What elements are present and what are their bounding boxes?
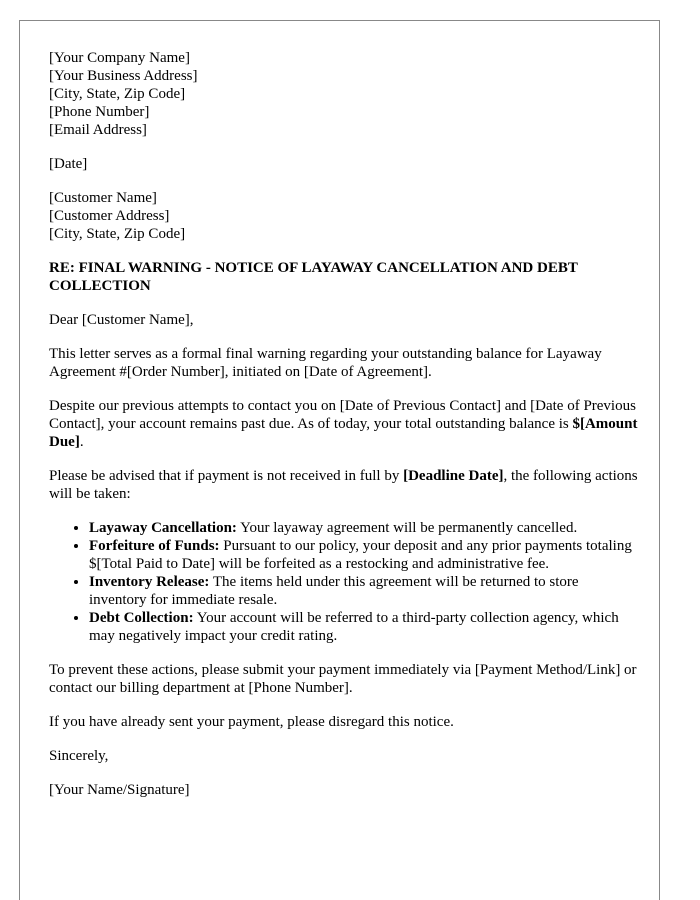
signature: [Your Name/Signature]: [49, 782, 190, 798]
recipient-address: [Customer Address]: [49, 208, 170, 224]
sender-company: [Your Company Name]: [49, 50, 190, 66]
paragraph-disregard: If you have already sent your payment, please disregard this notice.: [49, 714, 454, 730]
sender-block: [49, 49, 639, 139]
actions-list: [49, 519, 639, 645]
action-text: Pursuant to our policy, your deposit and any prior payments totaling $[Total Paid to Date] will be forfeited as a restocking and administrative fee.: [89, 538, 632, 572]
paragraph-deadline: [49, 467, 639, 503]
paragraph-prevent: To prevent these actions, please submit your payment immediately via [Payment Method/Link] or contact our billing department at [Phone Number].: [49, 662, 637, 696]
list-item: [89, 609, 639, 645]
subject-line: RE: FINAL WARNING - NOTICE OF LAYAWAY CANCELLATION AND DEBT COLLECTION: [49, 260, 578, 294]
paragraph-intro: This letter serves as a formal final warning regarding your outstanding balance for Layaway Agreement #[Order Number], initiated on [Date of Agreement].: [49, 346, 602, 380]
balance-text: Despite our previous attempts to contact you on [Date of Previous Contact] and [Date of Previous Contact], your account remains past due. As of today, your total outstanding balance is: [49, 398, 636, 432]
action-text: The items held under this agreement will be returned to store inventory for immediate resale.: [89, 574, 579, 608]
closing: Sincerely,: [49, 748, 109, 764]
letter-date: [Date]: [49, 156, 88, 172]
recipient-block: [49, 189, 639, 243]
deadline-date: [Deadline Date]: [403, 468, 504, 484]
paragraph-balance: [49, 397, 639, 451]
list-item: [89, 519, 639, 537]
list-item: [89, 537, 639, 573]
action-title: Forfeiture of Funds:: [89, 538, 220, 554]
action-title: Debt Collection:: [89, 610, 194, 626]
date-block: [49, 155, 639, 173]
sender-phone: [Phone Number]: [49, 104, 150, 120]
action-text: Your account will be referred to a third-party collection agency, which may negatively impact your credit rating.: [89, 610, 619, 644]
action-title: Layaway Cancellation:: [89, 520, 237, 536]
amount-due: $[Amount Due]: [49, 416, 638, 450]
sender-address: [Your Business Address]: [49, 68, 198, 84]
recipient-city: [City, State, Zip Code]: [49, 226, 186, 242]
deadline-end: , the following actions will be taken:: [49, 468, 638, 502]
sender-email: [Email Address]: [49, 122, 147, 138]
letter-page: [19, 20, 660, 900]
recipient-name: [Customer Name]: [49, 190, 157, 206]
letter-content: [49, 49, 639, 799]
salutation: Dear [Customer Name],: [49, 312, 194, 328]
action-text: Your layaway agreement will be permanently cancelled.: [236, 520, 578, 536]
action-title: Inventory Release:: [89, 574, 210, 590]
sender-city: [City, State, Zip Code]: [49, 86, 186, 102]
list-item: [89, 573, 639, 609]
balance-end: .: [79, 434, 84, 450]
deadline-text: Please be advised that if payment is not received in full by: [49, 468, 404, 484]
